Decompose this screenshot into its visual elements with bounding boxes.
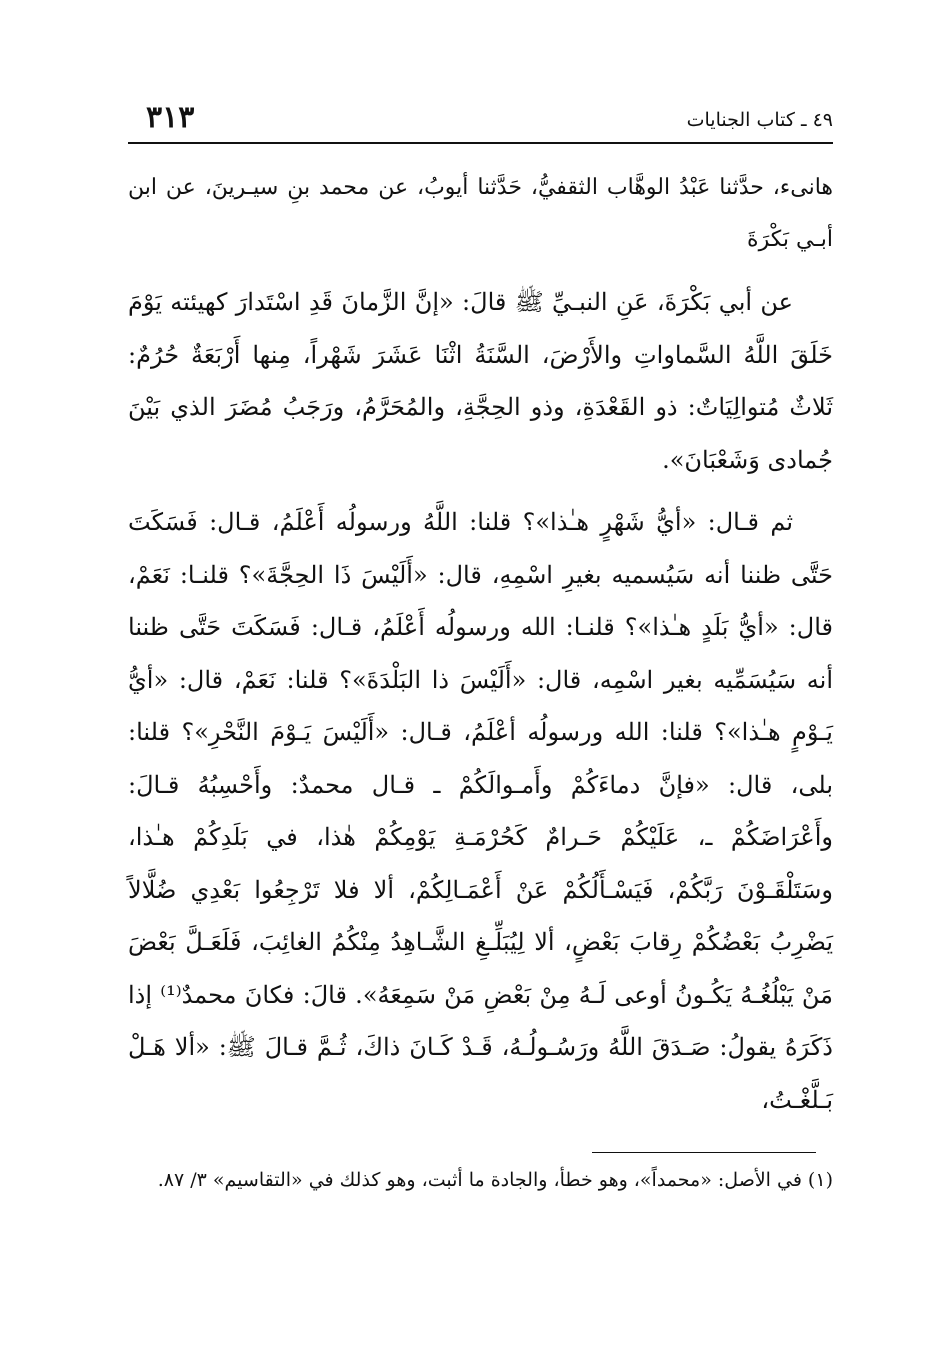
page-header <box>128 96 833 144</box>
page-number: ٣١٣ <box>146 100 195 135</box>
isnad-chain: هانىء، حدَّثنا عَبْدُ الوهَّاب الثقفيُّ، حَدَّثنا أيوبُ، عن محمد بنِ سيـرينَ، عن ابن أبـي بَكْرَةَ <box>128 175 833 252</box>
main-text <box>128 162 833 1126</box>
footnotes <box>128 1160 833 1200</box>
footnote-1: (١) في الأصل: «محمداً»، وهو خطأ، والجادة ما أثبت، وهو كذلك في «التقاسيم» ٣/ ٨٧. <box>157 1169 833 1191</box>
hadith-paragraph-2: ثم قـال: «أيُّ شَهْرٍ هـٰذا»؟ قلنا: اللَّهُ ورسولُه أَعْلَمُ، قـال: فَسَكَتَ حَتَّى ظننا أنه سَيُسميه بغيرِ اسْمِهِ، قال: «أَلَيْسَ ذَا الحِجَّةَ»؟ قلنـا: نَعَمْ، قال: «أيُّ بَلَدٍ هـٰذا»؟ قلنـا: الله ورسولُه أَعْلَمُ، قـال: فَسَكَتَ حَتَّى ظننا أنه سَيُسَمِّيه بغير اسْمِه، قال: «أَلَيْسَ ذا البَلْدَةَ»؟ قلنا: نَعَمْ، قال: «أيُّ يَـوْمٍ هـٰذا»؟ قلنا: الله ورسولُه أعْلَمُ، قـال: «أَلَيْسَ يَـوْمَ النَّحْرِ»؟ قلنا: بلى، قال: «فإنَّ دماءَكُمْ وأَمـوالَكُمْ ـ قـال محمدٌ: وأَحْسِبُهُ قـالَ: وأَعْرَاضَكُمْ ـ، عَلَيْكُمْ حَـرامٌ كَحُرْمَـةِ يَوْمِكُمْ هٰذا، في بَلَدِكُمْ هـٰذا، وسَتَلْقَـوْنَ رَبَّكُمْ، فَيَسْـأَلُكُمْ عَنْ أَعْمَـالِكُمْ، ألا فلا تَرْجِعُوا بَعْدِي ضُلَّالاً يَضْرِبُ بَعْضُكُمْ رِقابَ بَعْضٍ، ألا لِيُبَلِّـغِ الشَّـاهِدُ مِنْكُمُ الغائِبَ، فَلَعَـلَّ بَعْضَ مَنْ يَبْلُغُـهُ يَكُـونُ أوعى لَـهُ مِنْ بَعْضِ مَنْ سَمِعَهُ». قالَ: فكانَ محمدٌ⁽¹⁾ إذا ذَكَرَهُ يقولُ: صَـدَقَ اللَّهُ ورَسُـولُـهُ، قَـدْ كَـانَ ذاكَ، ثُـمَّ قـالَ ﷺ: «ألا هَـلْ بَـلَّغْـتُ، <box>128 508 833 1114</box>
running-head: ٤٩ ـ كتاب الجنايات <box>686 109 833 131</box>
paragraph-gap <box>128 486 833 496</box>
hadith-paragraph-1: عن أبي بَكْرَةَ، عَنِ النبـيِّ ﷺ قالَ: «إنَّ الزَّمانَ قَدِ اسْتَدارَ كهيئته يَوْمَ خَلَقَ اللَّهُ السَّماواتِ والأَرْضَ، السَّنَةُ اثْنَا عَشَرَ شَهْراً، مِنها أَرْبَعَةٌ حُرُمٌ: ثَلاثٌ مُتوالِيَاتٌ: ذو القَعْدَةِ، وذو الحِجَّةِ، والمُحَرَّمُ، ورَجَبُ مُضَرَ الذي بَيْنَ جُمادى وَشَعْبَانَ». <box>128 288 833 474</box>
footnote-separator <box>592 1152 816 1153</box>
paragraph-gap <box>128 266 833 276</box>
